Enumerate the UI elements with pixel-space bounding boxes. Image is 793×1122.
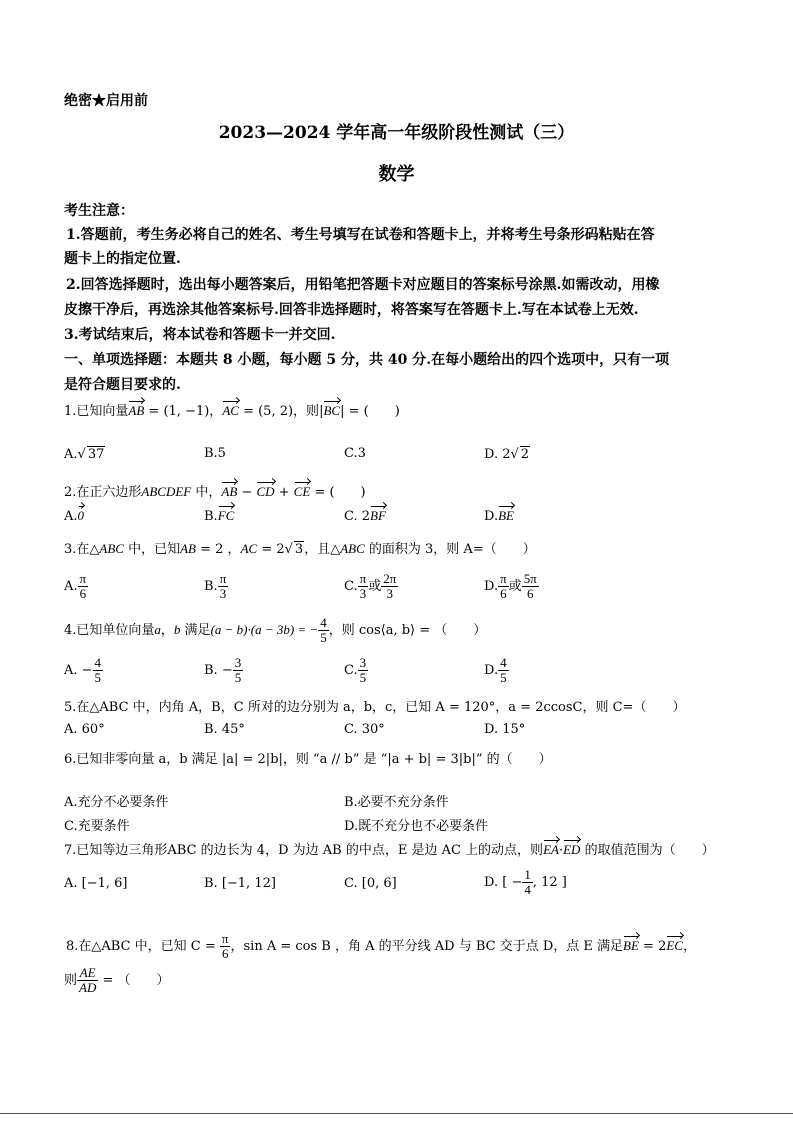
question-3-option-c[interactable]: C. $\frac{\pi}{3}$ 或 $\frac{2\pi}{3}$ bbox=[344, 571, 397, 601]
question-3-option-d[interactable]: D. $\frac{\pi}{6}$ 或 $\frac{5\pi}{6}$ bbox=[484, 571, 537, 601]
question-1-stem: 1.已知向量AB = (1, −1)，AC = (5, 2)，则|BC| = ( ) bbox=[64, 403, 400, 419]
question-8-stem-line1: 8.在△ABC 中，已知 C = $\frac{\pi}{6}$ ，sin A = cos B ，角 A 的平分线 AD 与 BC 交于点 D，点 E 满足BE = 2EC， bbox=[66, 931, 696, 961]
question-7-option-b[interactable]: B. [−1, 12] bbox=[204, 876, 276, 891]
question-5-option-c[interactable]: C. 30° bbox=[344, 722, 385, 737]
notice-item-2b: 皮擦干净后，再选涂其他答案标号.回答非选择题时，将答案写在答题卡上.写在本试卷上无效. bbox=[64, 302, 639, 318]
question-4-option-c[interactable]: C. $\frac{3}{5}$ bbox=[344, 655, 367, 685]
question-6-option-b[interactable]: B.必要不充分条件 bbox=[344, 795, 449, 810]
question-6-option-d[interactable]: D.既不充分也不必要条件 bbox=[344, 819, 489, 834]
question-7-option-d[interactable]: D. [ − $\frac{1}{4}$ , 12 ] bbox=[484, 867, 567, 897]
question-4-stem: 4.已知单位向量a，b 满足(a − b)·(a − 3b) = − $\frac{4}{5}$ ，则 cos⟨a, b⟩ = （ ） bbox=[64, 615, 487, 645]
question-6-stem: 6.已知非零向量 a，b 满足 |a| = 2|b|，则 “a // b” 是 “|a + b| = 3|b|” 的（ ） bbox=[64, 752, 552, 767]
question-5-option-d[interactable]: D. 15° bbox=[484, 722, 526, 737]
section-heading-line2: 是符合题目要求的. bbox=[64, 377, 181, 393]
question-5-option-b[interactable]: B. 45° bbox=[204, 722, 245, 737]
subject-title: 数学 bbox=[378, 164, 415, 185]
question-7-option-a[interactable]: A. [−1, 6] bbox=[64, 876, 128, 891]
question-1-option-d[interactable]: D. 2√ 2 bbox=[484, 447, 530, 462]
confidential-label: 绝密★启用前 bbox=[64, 93, 148, 109]
question-3-option-b[interactable]: B. $\frac{\pi}{3}$ bbox=[204, 571, 227, 601]
question-3-stem: 3.在△ABC 中，已知AB = 2 ，AC = 2√ 3，且△ABC 的面积为 3，则 A=（ ） bbox=[64, 541, 536, 557]
question-2-option-a[interactable]: A.0 bbox=[64, 508, 85, 524]
exam-title: 2023—2024 学年高一年级阶段性测试（三） bbox=[218, 123, 575, 143]
notice-item-3: 3.考试结束后，将本试卷和答题卡一并交回. bbox=[64, 327, 336, 343]
question-3-option-a[interactable]: A. $\frac{\pi}{6}$ bbox=[64, 571, 87, 601]
question-4-option-d[interactable]: D. $\frac{4}{5}$ bbox=[484, 655, 507, 685]
question-1-option-c[interactable]: C.3 bbox=[344, 446, 366, 461]
question-8-stem-line2: 则 $\frac{AE}{AD}$ = （ ） bbox=[64, 965, 170, 995]
question-2-stem: 2.在正六边形ABCDEF 中，AB − CD + CE = ( ) bbox=[64, 484, 366, 500]
question-2-option-d[interactable]: D.BE bbox=[484, 508, 514, 524]
notice-item-2a: 2.回答选择题时，选出每小题答案后，用铅笔把答题卡对应题目的答案标号涂黑.如需改动，用橡 bbox=[66, 277, 660, 293]
question-4-option-a[interactable]: A. − $\frac{4}{5}$ bbox=[64, 655, 102, 685]
notice-item-1a: 1.答题前，考生务必将自己的姓名、考生号填写在试卷和答题卡上，并将考生号条形码粘贴在答 bbox=[66, 227, 655, 243]
question-6-option-c[interactable]: C.充要条件 bbox=[64, 819, 130, 834]
question-2-option-b[interactable]: B.FC bbox=[204, 508, 235, 524]
question-4-option-b[interactable]: B. − $\frac{3}{5}$ bbox=[204, 655, 242, 685]
question-1-option-b[interactable]: B.5 bbox=[204, 446, 226, 461]
question-6-option-a[interactable]: A.充分不必要条件 bbox=[64, 795, 169, 810]
notice-heading: 考生注意： bbox=[64, 203, 134, 219]
question-1-option-a[interactable]: A.√ 37 bbox=[64, 447, 105, 462]
question-5-stem: 5.在△ABC 中，内角 A，B，C 所对的边分别为 a，b，c，已知 A = 120°，a = 2ccosC，则 C=（ ） bbox=[64, 700, 686, 715]
section-heading-line1: 一、单项选择题：本题共 8 小题，每小题 5 分，共 40 分.在每小题给出的四个选项中，只有一项 bbox=[64, 352, 670, 368]
question-7-option-c[interactable]: C. [0, 6] bbox=[344, 876, 397, 891]
notice-item-1b: 题卡上的指定位置. bbox=[64, 251, 181, 267]
question-2-option-c[interactable]: C. 2BF bbox=[344, 508, 386, 524]
page-bottom-rule bbox=[0, 1113, 793, 1114]
question-5-option-a[interactable]: A. 60° bbox=[64, 722, 105, 737]
question-7-stem: 7.已知等边三角形ABC 的边长为 4，D 为边 AB 的中点，E 是边 AC 上的动点，则EA·ED 的取值范围为（ ） bbox=[64, 842, 715, 858]
